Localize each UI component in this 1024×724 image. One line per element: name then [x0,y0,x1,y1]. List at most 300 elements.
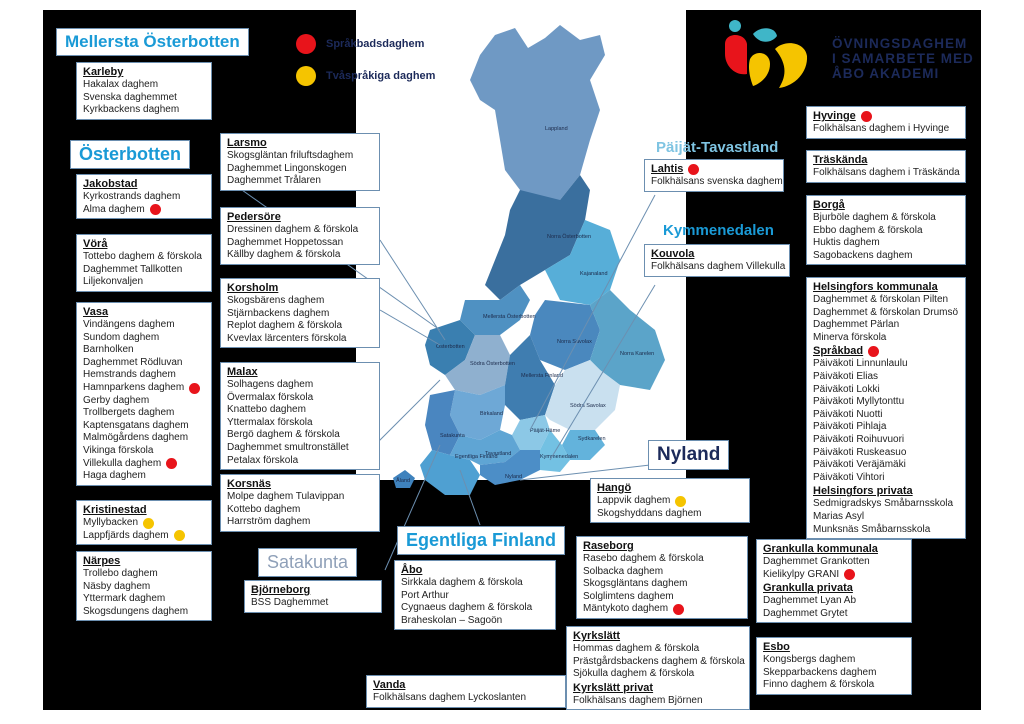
logo-icon [715,14,825,104]
list-item [227,455,373,468]
list-item-label: Tottebo daghem & förskola [83,251,202,262]
box-larsmo [220,133,380,191]
borga-title: Borgå [813,199,845,211]
box-vora [76,234,212,292]
box-narpes [76,551,212,621]
list-item-label: Daghemmet Grankotten [763,556,870,567]
yellow-dot-icon [675,496,686,507]
map-label-sodra-osterbotten: Södra Österbotten [470,361,515,367]
list-item [227,150,373,163]
kristinestad-heading [83,503,205,517]
list-item-label: Haga daghem [83,470,146,482]
list-item [813,384,959,397]
list-item [83,530,205,543]
borga-heading [813,198,959,212]
grankulla-title: Grankulla kommunala [763,543,878,555]
box-vanda [366,675,566,708]
list-item-label: Päiväkoti Lokki [813,383,880,395]
list-item-label: Solhagens daghem [227,379,314,390]
larsmo-heading [227,136,373,150]
list-item-label: Sjökulla daghem & förskola [573,668,695,680]
list-item-label: Kongsbergs daghem [763,654,856,665]
hango-heading [597,481,743,495]
box-kyrkslatt [566,626,750,710]
box-bjorneborg [244,580,382,613]
list-item-label: Daghemmet Rödluvan [83,356,183,368]
list-item [813,237,959,250]
traskanda-title: Träskända [813,154,868,166]
list-item-label: Villekulla daghem [83,457,162,469]
list-item [573,695,743,708]
list-item [813,332,959,345]
list-item [83,407,205,420]
list-item-label: Hommas daghem & förskola [573,643,700,654]
list-item [573,656,743,669]
list-item-label: Daghemmet Trålaren [227,175,321,187]
list-item-label: Päiväkoti Vihtori [813,471,885,483]
yellow-dot-icon [143,518,154,529]
list-item [813,371,959,384]
red-dot-icon [189,383,200,394]
list-item [83,204,205,217]
list-item-label: Daghemmet smultronstället [227,441,349,453]
list-item-label: Ebbo daghem & förskola [813,224,923,236]
box-pedersore [220,207,380,265]
list-item-label: Vikinga förskola [83,444,154,456]
list-item-label: Trollebo daghem [83,568,158,579]
list-item [813,511,959,524]
list-item [583,553,741,566]
kouvola-heading [651,247,783,261]
helsingfors-title3: Helsingfors privata [813,485,913,498]
list-item [763,556,905,569]
list-item [83,606,205,619]
list-item [813,250,959,263]
map-label-norra-savolax: Norra Savolax [557,339,592,345]
list-item [763,595,905,608]
list-item [813,459,959,472]
karleby-heading [83,65,205,79]
bjorneborg-heading [251,583,375,597]
map-label-kymmenedalen: Kymmenedalen [540,454,579,460]
list-item-label: Solbacka daghem [583,565,664,577]
hyvinge-title: Hyvinge [813,110,856,122]
vora-title: Vörå [83,238,108,250]
list-item [227,249,373,262]
grankulla-heading [763,542,905,556]
list-item [651,176,783,189]
list-item-label: Skogsdungens daghem [83,605,189,617]
box-esbo [756,637,912,695]
logo-line-3: ÅBO AKADEMI [832,66,940,81]
box-vasa [76,302,212,486]
list-item [763,569,905,582]
list-item-label: Folkhälsans daghem i Träskända [813,167,960,178]
list-item [573,643,743,656]
list-item-label: Bjurböle daghem & förskola [813,212,936,223]
list-item [813,524,959,537]
list-item-label: Barnholken [83,344,134,356]
list-item-label: Sedmigradskys Småbarnsskola [813,498,954,510]
red-dot-icon [296,34,316,54]
pedersore-heading [227,210,373,224]
logo-line-1: ÖVNINGSDAGHEM [832,36,968,51]
helsingfors-title2: Språkbad [813,345,864,358]
list-item-label: Folkhälsans daghem Lyckoslanten [373,692,527,703]
jakobstad-heading [83,177,205,191]
list-item-label: Petalax förskola [227,454,299,466]
list-item-label: Päiväkoti Myllytonttu [813,396,905,408]
list-item-label: Skogsbärens daghem [227,295,325,306]
kyrkslatt-heading2 [573,681,743,695]
list-item [83,517,205,530]
list-item-label: Marias Asyl [813,510,865,522]
list-item-label: Malmögårdens daghem [83,432,189,444]
list-item-label: Folkhälsans daghem Björnen [573,694,703,706]
list-item-label: Päiväkoti Elias [813,370,879,382]
box-hyvinge [806,106,966,139]
box-lahtis [644,159,784,192]
yellow-dot-icon [296,66,316,86]
list-item-label: Päiväkoti Linnunlaulu [813,358,908,370]
list-item-label: Päiväkoti Pihlaja [813,421,887,433]
list-item-label: Daghemmet & förskolan Drumsö [813,306,959,318]
list-item-label: Lappfjärds daghem [83,529,169,541]
vora-heading [83,237,205,251]
list-item-label: Finno daghem & förskola [763,679,875,691]
list-item-label: Prästgårdsbackens daghem & förskola [573,655,745,667]
list-item [83,319,205,332]
region-nyland: Nyland [648,440,729,470]
narpes-title: Närpes [83,555,121,567]
list-item [227,320,373,333]
list-item-label: Minerva förskola [813,331,887,343]
list-item [763,667,905,680]
legend-red [296,34,424,54]
list-item [813,434,959,447]
box-karleby [76,62,212,120]
list-item-label: Braheskolan – Sagoön [401,614,503,626]
list-item [227,163,373,176]
list-item [227,333,373,346]
list-item [83,104,205,117]
list-item [227,504,373,517]
list-item [83,191,205,204]
region-mellersta-osterbotten: Mellersta Österbotten [56,28,249,56]
list-item-label: Hakalax daghem [83,79,159,90]
list-item-label: Päiväkoti Ruskeasuo [813,446,907,458]
list-item [763,608,905,621]
list-item [763,654,905,667]
list-item-label: Svenska daghemmet [83,91,177,103]
list-item [83,420,205,433]
raseborg-title: Raseborg [583,540,634,552]
box-grankulla [756,539,912,623]
region-kymmenedalen: Kymmenedalen [663,222,774,239]
list-item [583,566,741,579]
pedersore-title: Pedersöre [227,211,281,223]
region-osterbotten: Österbotten [70,140,190,169]
region-paijat-tavastland: Päijät-Tavastland [656,139,779,156]
map-label-egentliga-finland: Egentliga Finland [455,454,498,460]
helsingfors-heading [813,280,959,294]
list-item-label: Stjärnbackens daghem [227,307,330,319]
list-item-label: Vindängens daghem [83,319,175,330]
list-item-label: Bergö daghem & förskola [227,429,340,441]
box-kouvola [644,244,790,277]
list-item [227,442,373,455]
hyvinge-heading [813,109,959,123]
list-item [583,591,741,604]
box-traskanda [806,150,966,183]
list-item-label: Päiväkoti Roihuvuori [813,433,905,445]
list-item [83,458,205,471]
abo-heading [401,563,549,577]
red-dot-icon [861,111,872,122]
malax-title: Malax [227,366,258,378]
map-label-norra-osterbotten: Norra Österbotten [547,234,592,240]
list-item [83,445,205,458]
legend-red-label: Språkbadsdaghem [326,38,425,50]
list-item [227,392,373,405]
list-item [227,491,373,504]
list-item-label: Kottebo daghem [227,503,301,515]
list-item-label: Källby daghem & förskola [227,249,341,261]
list-item-label: Kvevlax lärcenters förskola [227,332,347,344]
list-item [83,357,205,370]
map-label-mellersta-osterbotten: Mellersta Österbotten [483,314,536,320]
list-item-label: Kaptensgatans daghem [83,419,189,431]
list-item-label: Solglimtens daghem [583,590,674,602]
list-item [573,668,743,681]
esbo-title: Esbo [763,641,790,653]
list-item-label: Daghemmet Pärlan [813,319,900,331]
list-item [251,597,375,610]
region-satakunta: Satakunta [258,548,357,577]
list-item-label: Daghemmet & förskolan Pilten [813,294,949,305]
list-item-label: Kyrkbackens daghem [83,104,180,116]
map-label-paijat-hame: Päijät-Häme [530,428,561,434]
list-item [813,447,959,460]
list-item-label: Rasebo daghem & förskola [583,553,704,564]
list-item-label: Folkhälsans daghem i Hyvinge [813,123,950,134]
list-item-label: Yttermalax förskola [227,416,313,428]
list-item [83,344,205,357]
list-item [227,175,373,188]
korsholm-heading [227,281,373,295]
list-item-label: Replot daghem & förskola [227,320,343,332]
list-item [83,470,205,483]
kyrkslatt-title2: Kyrkslätt privat [573,681,654,694]
list-item [227,308,373,321]
list-item-label: Port Arthur [401,589,449,601]
lahtis-title: Lahtis [651,163,684,175]
malax-heading [227,365,373,379]
raseborg-heading [583,539,741,553]
list-item-label: Cygnaeus daghem & förskola [401,602,533,614]
list-item-label: Näsby daghem [83,580,151,592]
list-item-label: Skogshyddans daghem [597,507,702,519]
box-korsnas [220,474,380,532]
grankulla-title2: Grankulla privata [763,582,853,595]
list-item-label: Lappvik daghem [597,495,671,506]
list-item [401,615,549,628]
box-raseborg [576,536,748,619]
grankulla-heading2 [763,581,905,595]
map-region-norra-savolax [530,300,600,370]
kouvola-title: Kouvola [651,248,695,260]
map-region-lappland [470,25,605,205]
jakobstad-title: Jakobstad [83,178,138,190]
list-item-label: Daghemmet Lyan Ab [763,595,857,607]
bjorneborg-title: Björneborg [251,584,311,596]
list-item-label: Skogsgläntan friluftsdaghem [227,150,354,161]
list-item [763,679,905,692]
map-label-aland: Åland [396,478,411,484]
list-item-label: Daghemmet Tallkotten [83,263,183,275]
korsholm-title: Korsholm [227,282,279,294]
list-item-label: Trollbergets daghem [83,407,175,419]
hango-title: Hangö [597,482,632,494]
list-item-label: Päiväkoti Veräjämäki [813,459,906,471]
map-label-tavastland: Tavastland [485,451,512,457]
list-item [813,225,959,238]
region-egentliga-finland: Egentliga Finland [397,526,565,555]
list-item [227,224,373,237]
list-item [813,294,959,307]
vasa-heading [83,305,205,319]
list-item [813,307,959,320]
kristinestad-title: Kristinestad [83,504,147,516]
list-item [813,123,959,136]
red-dot-icon [688,164,699,175]
list-item [83,568,205,581]
list-item [813,421,959,434]
list-item-label: Övermalax förskola [227,391,314,403]
red-dot-icon [844,569,855,580]
list-item [813,472,959,485]
list-item [651,261,786,274]
list-item [813,319,959,332]
list-item [83,332,205,345]
box-borga [806,195,966,265]
list-item [83,276,205,289]
box-kristinestad [76,500,212,545]
list-item-label: Yttermark daghem [83,593,166,605]
list-item-label: Skepparbackens daghem [763,666,877,678]
list-item-label: Liljekonvaljen [83,276,144,288]
kyrkslatt-title: Kyrkslätt [573,630,621,642]
helsingfors-title: Helsingfors kommunala [813,281,938,293]
list-item [597,508,743,521]
map-label-satakunta: Satakunta [440,433,465,439]
list-item-label: Alma daghem [83,203,145,215]
box-hango [590,478,750,523]
list-item-label: Huktis daghem [813,237,880,249]
box-malax [220,362,380,470]
list-item [401,577,549,590]
box-jakobstad [76,174,212,219]
box-abo [394,560,556,630]
larsmo-title: Larsmo [227,137,267,149]
list-item [227,379,373,392]
list-item [227,237,373,250]
list-item [83,382,205,395]
vasa-title: Vasa [83,306,109,318]
list-item [227,516,373,529]
vanda-title: Vanda [373,679,406,691]
list-item-label: Mäntykoto daghem [583,603,669,615]
map-label-nyland: Nyland [505,474,523,480]
list-item-label: Daghemmet Hoppetossan [227,236,344,248]
list-item-label: Hemstrands daghem [83,369,176,381]
list-item [401,590,549,603]
traskanda-heading [813,153,959,167]
list-item-label: Harrström daghem [227,516,311,528]
map-label-birkaland: Birkaland [480,411,503,417]
narpes-heading [83,554,205,568]
logo-line-2: I SAMARBETE MED [832,51,974,66]
list-item-label: Knattebo daghem [227,404,306,416]
list-item-label: Molpe daghem Tulavippan [227,491,345,502]
list-item-label: Munksnäs Småbarnsskola [813,523,931,535]
red-dot-icon [166,458,177,469]
red-dot-icon [150,204,161,215]
map-label-lappland: Lappland [545,126,568,132]
list-item-label: Daghemmet Grytet [763,607,848,619]
red-dot-icon [868,346,879,357]
list-item [813,212,959,225]
map-label-mellersta-finland: Mellersta Finland [521,373,563,379]
yellow-dot-icon [174,530,185,541]
list-item-label: Kielikylpy GRANI [763,568,840,580]
list-item [813,409,959,422]
lahtis-heading [651,162,777,176]
list-item [83,264,205,277]
korsnas-title: Korsnäs [227,478,272,490]
kyrkslatt-heading [573,629,743,643]
list-item-label: Dressinen daghem & förskola [227,224,359,235]
list-item [83,92,205,105]
list-item [227,417,373,430]
list-item [227,404,373,417]
box-helsingfors [806,277,966,539]
legend-yellow-label: Tvåspråkiga daghem [326,70,436,82]
list-item [227,295,373,308]
vanda-heading [373,678,559,692]
list-item-label: Folkhälsans daghem Villekulla [651,261,786,272]
list-item [227,429,373,442]
list-item [813,498,959,511]
list-item-label: Päiväkoti Nuotti [813,408,883,420]
karleby-title: Karleby [83,66,124,78]
list-item-label: Daghemmet Lingonskogen [227,162,347,174]
list-item-label: BSS Daghemmet [251,597,329,608]
list-item [597,495,743,508]
helsingfors-heading3 [813,484,959,498]
list-item [83,432,205,445]
list-item [83,79,205,92]
abo-title: Åbo [401,564,423,576]
logo-text [832,36,974,81]
list-item [83,581,205,594]
legend-yellow [296,66,435,86]
list-item [373,692,559,705]
box-korsholm [220,278,380,348]
map-label-norra-karelen: Norra Karelen [620,351,655,357]
list-item [83,395,205,408]
list-item-label: Sundom daghem [83,331,160,343]
